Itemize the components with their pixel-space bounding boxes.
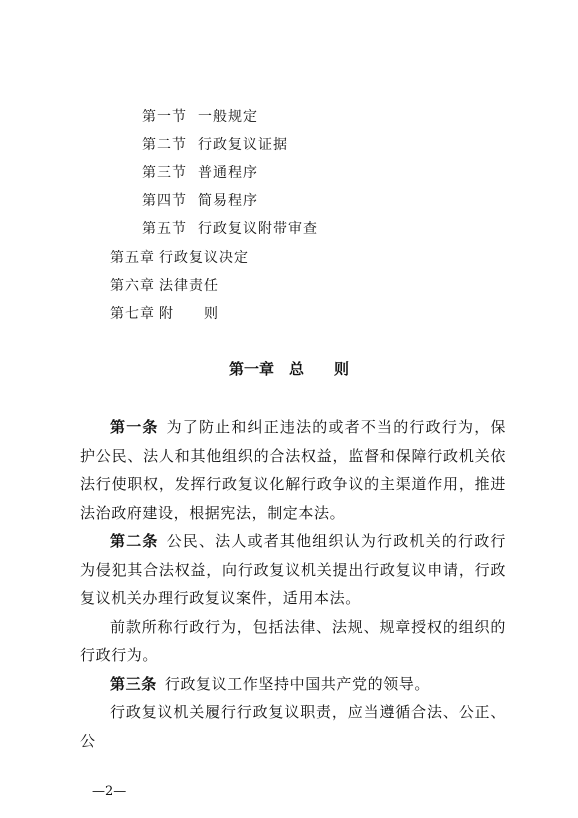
body-paragraph: [80, 698, 506, 755]
toc-section-item: [142, 192, 258, 210]
article-paragraph: [80, 670, 506, 699]
article-text: 公民、法人或者其他组织认为行政机关的行政行为侵犯其合法权益，向行政复议机关提出行政复议申请，行政复议机关办理行政复议案件，适用本法。: [80, 532, 506, 607]
toc-section-title: 一般规定: [198, 109, 258, 125]
toc-section-title: 简易程序: [198, 193, 258, 209]
toc-chapter-number: 第五章: [110, 250, 155, 266]
page-number: —2—: [92, 784, 127, 799]
chapter-heading: 第一章 总 则: [228, 360, 349, 378]
article-paragraph: [80, 527, 506, 613]
toc-chapter-title: 行政复议决定: [159, 250, 249, 266]
toc-section-title: 普通程序: [198, 165, 258, 181]
body-paragraph: [80, 613, 506, 670]
toc-section-number: 第一节: [142, 109, 187, 125]
toc-section-title: 行政复议证据: [198, 137, 288, 153]
article-text: 为了防止和纠正违法的或者不当的行政行为，保护公民、法人和其他组织的合法权益，监督和保障行政机关依法行使职权，发挥行政复议化解行政争议的主渠道作用，推进法治政府建设，根据宪法，制定本法。: [80, 418, 506, 522]
article-number: 第二条: [110, 532, 159, 550]
toc-section-number: 第三节: [142, 165, 187, 181]
article-text: 行政复议工作坚持中国共产党的领导。: [164, 674, 431, 693]
article-paragraph: [80, 413, 506, 527]
paragraph-text: 行政复议机关履行行政复议职责，应当遵循合法、公正、公: [80, 703, 506, 750]
toc-section-number: 第五节: [142, 221, 187, 237]
toc-section-item: [142, 220, 318, 238]
toc-section-title: 行政复议附带审查: [198, 221, 318, 237]
document-body: [80, 413, 506, 755]
toc-section-number: 第二节: [142, 137, 187, 153]
toc-chapter-number: 第七章: [110, 306, 155, 322]
toc-chapter-number: 第六章: [110, 278, 155, 294]
toc-chapter-item: [110, 305, 219, 323]
paragraph-text: 前款所称行政行为，包括法律、法规、规章授权的组织的行政行为。: [80, 617, 506, 664]
toc-chapter-item: [110, 249, 249, 267]
article-number: 第一条: [110, 418, 159, 436]
toc-section-item: [142, 108, 258, 126]
toc-chapter-title: 附 则: [159, 306, 219, 322]
toc-chapter-item: [110, 277, 219, 295]
article-number: 第三条: [110, 674, 157, 693]
toc-section-item: [142, 136, 288, 154]
toc-section-item: [142, 164, 258, 182]
toc-chapter-title: 法律责任: [159, 278, 219, 294]
toc-section-number: 第四节: [142, 193, 187, 209]
